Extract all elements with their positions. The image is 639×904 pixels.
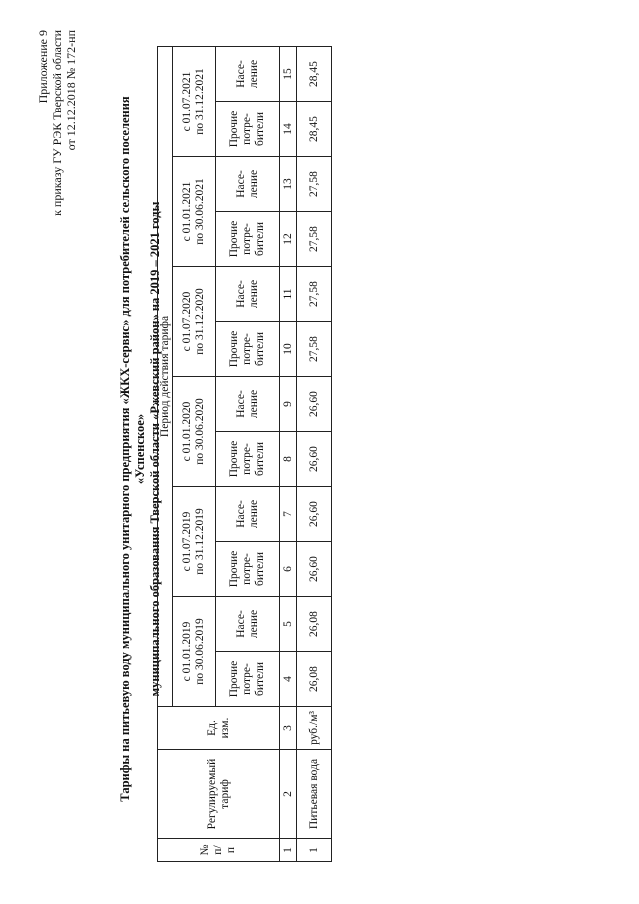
column-index: 1: [280, 839, 297, 862]
tariff-value: 27,58: [297, 322, 332, 377]
row-tariff-name: Питьевая вода: [297, 750, 332, 839]
tariff-value: 27,58: [297, 212, 332, 267]
table-row: [297, 47, 332, 862]
header-tariff: Регулируемый тариф: [158, 750, 280, 839]
column-index: 12: [280, 212, 297, 267]
group-population-header: Насе- ление: [216, 157, 280, 212]
tariff-table: [157, 46, 332, 862]
column-index: 7: [280, 487, 297, 542]
period-header: с 01.07.2019 по 31.12.2019: [173, 487, 216, 597]
header-number: № п/ п: [158, 839, 280, 862]
column-index: 15: [280, 47, 297, 102]
tariff-value: 26,60: [297, 377, 332, 432]
group-other-header: Прочие потре- бители: [216, 102, 280, 157]
column-index-row: [280, 47, 297, 862]
row-number: 1: [297, 839, 332, 862]
column-index: 2: [280, 750, 297, 839]
group-other-header: Прочие потре- бители: [216, 322, 280, 377]
column-index: 14: [280, 102, 297, 157]
group-other-header: Прочие потре- бители: [216, 542, 280, 597]
appendix-note: [36, 30, 78, 216]
group-population-header: Насе- ление: [216, 267, 280, 322]
header-row-period: [158, 47, 173, 862]
column-index: 9: [280, 377, 297, 432]
appendix-line-2: к приказу ГУ РЭК Тверской области: [50, 30, 64, 216]
column-index: 8: [280, 432, 297, 487]
group-other-header: Прочие потре- бители: [216, 432, 280, 487]
column-index: 13: [280, 157, 297, 212]
row-unit: руб./м³: [297, 707, 332, 750]
tariff-value: 28,45: [297, 47, 332, 102]
tariff-value: 26,08: [297, 597, 332, 652]
column-index: 3: [280, 707, 297, 750]
tariff-value: 27,58: [297, 267, 332, 322]
period-header: с 01.01.2020 по 30.06.2020: [173, 377, 216, 487]
tariff-value: 26,60: [297, 487, 332, 542]
header-unit: Ед. изм.: [158, 707, 280, 750]
period-header: с 01.01.2021 по 30.06.2021: [173, 157, 216, 267]
tariff-value: 26,60: [297, 542, 332, 597]
column-index: 10: [280, 322, 297, 377]
tariff-value: 28,45: [297, 102, 332, 157]
appendix-line-3: от 12.12.2018 № 172-нп: [64, 30, 78, 151]
tariff-value: 26,60: [297, 432, 332, 487]
period-header: с 01.07.2021 по 31.12.2021: [173, 47, 216, 157]
title-line-2: муниципального образования Тверской области «Ржевский район» на 2019 – 2021 годы: [148, 201, 162, 697]
group-population-header: Насе- ление: [216, 487, 280, 542]
period-header: с 01.07.2020 по 31.12.2020: [173, 267, 216, 377]
column-index: 5: [280, 597, 297, 652]
group-population-header: Насе- ление: [216, 377, 280, 432]
group-population-header: Насе- ление: [216, 47, 280, 102]
period-header: с 01.01.2019 по 30.06.2019: [173, 597, 216, 707]
tariff-value: 26,08: [297, 652, 332, 707]
column-index: 11: [280, 267, 297, 322]
title-line-1: Тарифы на питьевую воду муниципального унитарного предприятия «ЖКХ-сервис» для потребителей сельского поселения «Успенское»: [118, 96, 147, 802]
appendix-line-1: Приложение 9: [36, 30, 50, 104]
group-other-header: Прочие потре- бители: [216, 652, 280, 707]
header-period: Период действия тарифа: [158, 47, 173, 707]
column-index: 4: [280, 652, 297, 707]
tariff-value: 27,58: [297, 157, 332, 212]
column-index: 6: [280, 542, 297, 597]
group-other-header: Прочие потре- бители: [216, 212, 280, 267]
group-population-header: Насе- ление: [216, 597, 280, 652]
